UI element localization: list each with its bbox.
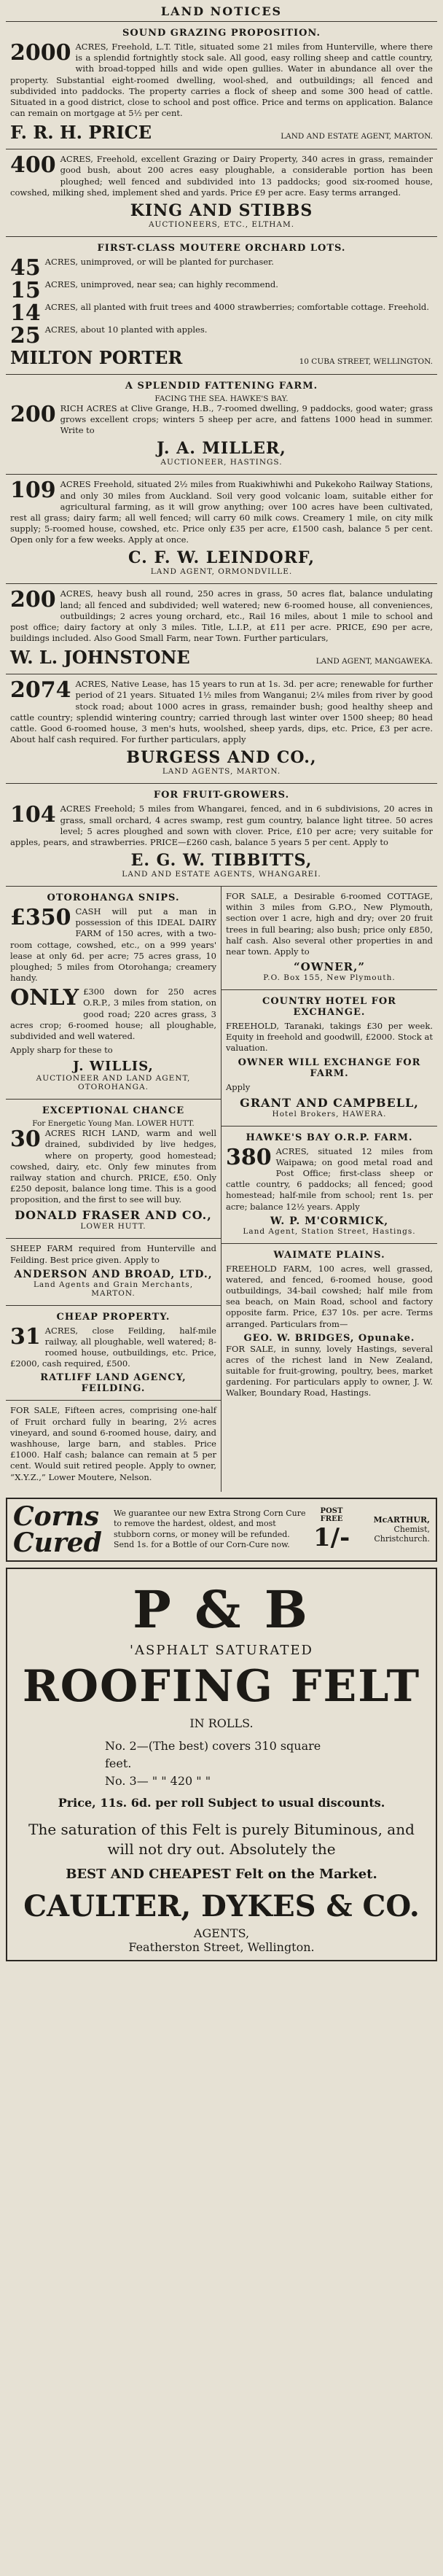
advertiser-role: LAND AGENT, MANGAWEKA. [315,657,433,666]
left-column [6,887,221,1492]
advertiser-name: W. P. M'CORMICK, [270,1215,389,1227]
advertiser-name: “OWNER,” [294,960,365,974]
right-column [221,887,437,1492]
advertiser-name: F. R. H. PRICE [10,122,152,144]
advertiser-role: LAND AGENT, ORMONDVILLE. [150,567,293,577]
ad-heading: OTOROHANGA SNIPS. [47,892,180,904]
advertiser-name: GRANT AND CAMPBELL, [240,1095,419,1110]
newspaper-page [6,0,437,2576]
advertiser-name: DONALD FRASER AND CO., [15,1208,212,1223]
brand-logo: P & B [133,1579,310,1640]
ad-roofing-felt: P & B 'ASPHALT SATURATED ROOFING FELT IN ROLLS. No. 2—(The best) covers 310 square feet. No. 3— " " 420 " " Price, 11s. 6d. per roll Subject to usual discounts. The saturation of this Felt is purely Bituminous, and will not dry out. Absolutely the BEST AND CHEAPEST Felt on the Market. CAULTER, DYKES & CO. AGENTS, Featherston Street, Wellington. [6,1568,437,1961]
ad-leindorf: 109 ACRES Freehold, situated 2½ miles from Ruakiwhiwhi and Pukekoho Railway Stations, and only 30 miles from Auckland. Soil very good volcanic loam, suitable either for agricultural farming, as it will grow anything; over 100 acres have been cultivated, rest all grass; dairy farm; all well fenced; will carry 60 milk cows. Creamery 1 mile, on city milk supply; 5-roomed house, cowshed, etc. Price only £35 per acre, £1500 cash, balance 5 per cent. Open only for a few weeks. Apply at once. C. F. W. LEINDORF, LAND AGENT, ORMONDVILLE. [6,474,437,583]
ad-king-stibbs: 400 ACRES, Freehold, excellent Grazing or Dairy Property, 340 acres in grass, remainder good bush, about 200 acres easy ploughable, a considerable portion has been ploughed; well fenced and subdivided into 13 paddocks; good six-roomed house, cowshed, milking shed, implement shed and yards. Price £9 per acre. Easy terms arranged. KING AND STIBBS AUCTIONEERS, ETC., ELTHAM. [6,149,437,236]
ad-heading: WAIMATE PLAINS. [273,1249,385,1261]
acreage: 2000 [10,40,71,66]
advertiser-role: AUCTIONEER, HASTINGS. [160,458,283,467]
advertiser-name: GEO. W. BRIDGES, Opunake. [243,1332,415,1344]
advertiser-name: E. G. W. TIBBITTS, [130,851,313,871]
ad-exceptional-chance: EXCEPTIONAL CHANCE For Energetic Young Man. LOWER HUTT. 30 ACRES RICH LAND, warm and well drained, subdivided by live hedges, where on property, good homestead; cowshed, dairy, etc. Only few minutes from railway station and church. PRICE, £50. Only £250 deposit, balance long time. This is a good proposition, and the first to see will buy. DONALD FRASER AND CO., LOWER HUTT. [6,1099,221,1238]
two-column-section [6,886,437,1492]
ad-fifteen-acres: FOR SALE, Fifteen acres, comprising one-half of Fruit orchard fully in bearing, 2½ acres vineyard, and sound 6-roomed house, dairy, and washhouse, large barn, and stables. Price £1000. Half cash; balance can remain at 5 per cent. Would suit retired people. Apply to owner, “X.Y.Z.,” Lower Moutere, Nelson. [6,1400,221,1491]
advertiser-role: AUCTIONEERS, ETC., ELTHAM. [148,219,295,229]
advertiser-role: Land Agents and Grain Merchants, MARTON. [33,1280,194,1298]
advertiser-name: MILTON PORTER [10,346,183,368]
ad-corns-cured: Corns Cured We guarantee our new Extra Strong Corn Cure to remove the hardest, oldest, and most stubborn corns, or money will be refunded. Send 1s. for a Bottle of our Corn-Cure now. POST FREE 1/- McARTHUR, Chemist, Christchurch. [6,1498,437,1562]
advertiser-role: Land Agent, Station Street, Hastings. [243,1226,416,1236]
ad-heading: EXCEPTIONAL CHANCE [42,1105,185,1117]
ad-heading: FOR FRUIT-GROWERS. [153,790,290,801]
ad-heading: SOUND GRAZING PROPOSITION. [122,28,321,39]
advertiser-name: RATLIFF LAND AGENCY, FEILDING. [40,1372,187,1395]
ad-johnstone: 200 ACRES, heavy bush all round, 250 acres in grass, 50 acres flat, balance undulating land; all fenced and subdivided; well watered; new 6-roomed house, all conveniences, outbuildings; 2 acres young orchard, etc., Rail 16 miles, about 1 mile to school and post office; dairy factory at only 3 miles. Title, L.I.P., at £11 per acre. PRICE, £90 per acre, buildings included. Also Good Small Farm, near Town. Further particulars, W. L. JOHNSTONE LAND AGENT, MANGAWEKA. [6,583,437,674]
ad-hawkes-bay-orp: HAWKE'S BAY O.R.P. FARM. 380 ACRES, situated 12 miles from Waipawa; on good metal road and Post Office; first-class sheep or cattle country, 6 paddocks; all fenced; good homestead; half-mile from school; rent 1s. per acre; balance 12½ years. Apply W. P. M'CORMICK, Land Agent, Station Street, Hastings. [221,1126,437,1243]
advertiser-name: W. L. JOHNSTONE [10,647,190,669]
advertiser-name: ANDERSON AND BROAD, LTD., [14,1268,213,1280]
price-line: Price, 11s. 6d. per roll Subject to usual discounts. [58,1795,385,1810]
acreage: 400 [10,152,56,179]
advertiser-role: P.O. Box 155, New Plymouth. [263,973,396,983]
advertiser-name: J. A. MILLER, [157,439,286,459]
ad-heading: HAWKE'S BAY O.R.P. FARM. [246,1132,413,1143]
advertiser-role: AUCTIONEER AND LAND AGENT, OTOROHANGA. [36,1074,191,1092]
advertiser-name: CAULTER, DYKES & CO. [23,1888,420,1923]
advertiser-role: Hotel Brokers, HAWERA. [272,1109,387,1118]
advertiser-address: 10 CUBA STREET, WELLINGTON. [299,357,433,366]
ad-waimate-plains: WAIMATE PLAINS. FREEHOLD FARM, 100 acres, well grassed, watered, and fenced, 6-roomed house, good outbuildings, 34-bail cowshed; half mile from sea beach, on Main Road, school and factory opposite farm. Price, £37 10s. per acre. Terms arranged. Particulars from— GEO. W. BRIDGES, Opunake. FOR SALE, in sunny, lovely Hastings, several acres of the richest land in New Zealand, suitable for fruit-growing, poultry, bees, market gardening. For particulars apply to owner, J. W. Walker, Boundary Road, Hastings. [221,1243,437,1408]
ad-burgess: 2074 ACRES, Native Lease, has 15 years to run at 1s. 3d. per acre; renewable for further period of 21 years. Situated 1½ miles from Wanganui; 2¼ miles from river by good stock road; about 1000 acres in grass, remainder bush; good healthy sheep and cattle country; splendid wintering country; carried through last winter over 1500 sheep; 80 head cattle. Good 6-roomed house, 3 men's huts, woolshed, sheep yards, dips, etc. Price, £3 per acre. About half cash required. For further particulars, apply BURGESS AND CO., LAND AGENTS, MARTON. [6,674,437,783]
advertiser-role: LAND AND ESTATE AGENT, MARTON. [281,132,433,141]
ad-otorohanga: OTOROHANGA SNIPS. £350 CASH will put a man in possession of this IDEAL DAIRY FARM of 150 acres, with a two-room cottage, cowshed, etc., on a 999 years' lease at only 6d. per acre; 75 acres grass, 10 ploughed; 5 miles from Otorohanga; creamery handy. ONLY £300 down for 250 acres O.R.P., 3 miles from station, on good road; 220 acres grass, 3 acres crop; 6-roomed house; all ploughable, subdivided and well watered. Apply sharp for these to J. WILLIS, AUCTIONEER AND LAND AGENT, OTOROHANGA. [10,892,216,1092]
advertiser-role: LOWER HUTT. [80,1222,146,1231]
advertiser-name: McARTHUR, [373,1515,430,1525]
advertiser-name: C. F. W. LEINDORF, [128,548,315,568]
advertiser-name: BURGESS AND CO., [126,748,317,768]
advertiser-name: J. WILLIS, [73,1059,154,1075]
ad-cheap-property: CHEAP PROPERTY. 31 ACRES, close Feilding, half-mile railway, all ploughable, well watered; 8-roomed house, outbuildings, etc. Price, £2000, cash required, £500. RATLIFF LAND AGENCY, FEILDING. [6,1305,221,1401]
advertiser-name: KING AND STIBBS [130,201,313,220]
ad-fattening-farm: A SPLENDID FATTENING FARM. FACING THE SEA. HAWKE'S BAY. 200 RICH ACRES at Clive Grange, H.B., 7-roomed dwelling, 9 paddocks, good water; grass grows excellent crops; winters 5 sheep per acre, and fattens 1000 head in summer. Write to J. A. MILLER, AUCTIONEER, HASTINGS. [6,374,437,475]
ad-sheep-farm: SHEEP FARM required from Hunterville and Feilding. Best price given. Apply to ANDERSON AND BROAD, LTD., Land Agents and Grain Merchants, MARTON. [6,1238,221,1304]
section-title: LAND NOTICES [160,4,283,18]
ad-cottage: FOR SALE, a Desirable 6-roomed COTTAGE, within 3 miles from G.P.O., New Plymouth, section over 1 acre, high and dry; over 20 fruit trees in full bearing; also bush; price only £850, half cash. Also several other properties in and near town. Apply to “OWNER,” P.O. Box 155, New Plymouth. [226,891,433,983]
ad-heading: A SPLENDID FATTENING FARM. [125,380,318,392]
ad-country-hotel: COUNTRY HOTEL FOR EXCHANGE. FREEHOLD, Taranaki, takings £30 per week. Equity in freehold and goodwill, £2000. Stock at valuation. OWNER WILL EXCHANGE FOR FARM. Apply GRANT AND CAMPBELL, Hotel Brokers, HAWERA. [221,989,437,1126]
advertiser-role: LAND AND ESTATE AGENTS, WHANGAREI. [122,870,321,879]
ad-fruit-growers: FOR FRUIT-GROWERS. 104 ACRES Freehold; 5 miles from Whangarei, fenced, and in 6 subdivisions, 20 acres in grass, small orchard, 4 acres swamp, rest gum country, balance light titree. 50 acres level; 5 acres ploughed and sown with clover. Price, £10 per acre; very suitable for apples, pears, and strawberries. PRICE—£260 cash, balance 5 years 5 per cent. Apply to E. G. W. TIBBITTS, LAND AND ESTATE AGENTS, WHANGAREI. [6,783,437,886]
advertiser-address: Featherston Street, Wellington. [128,1939,315,1954]
ad-sound-grazing: SOUND GRAZING PROPOSITION. 2000 ACRES, Freehold, L.T. Title, situated some 21 miles from Hunterville, where there is a splendid fortnightly stock sale. All good, easy rolling sheep and cattle country, with broad-topped hills and wide open gullies. Water in abundance all over the property. Substantial eight-roomed dwelling, wool-shed, and outbuildings; all fenced and subdivided into paddocks. The property carries a flock of sheep and some 300 head of cattle. Situated in a good district, close to school and post office. Price and terms on application. Balance can remain on mortgage at 5½ per cent. F. R. H. PRICE LAND AND ESTATE AGENT, MARTON. [6,21,437,149]
ad-heading: COUNTRY HOTEL FOR EXCHANGE. [262,996,396,1019]
ad-moutere-orchard: FIRST-CLASS MOUTERE ORCHARD LOTS. 45 ACRES, unimproved, or will be planted for purchaser. 15 ACRES, unimproved, near sea; can highly recommend. 14 ACRES, all planted with fruit trees and 4000 strawberries; comfortable cottage. Freehold. 25 ACRES, about 10 planted with apples. MILTON PORTER 10 CUBA STREET, WELLINGTON. [6,236,437,374]
advertiser-role: LAND AGENTS, MARTON. [162,767,281,777]
ad-heading: CHEAP PROPERTY. [56,1311,170,1323]
ad-heading: FIRST-CLASS MOUTERE ORCHARD LOTS. [97,242,346,254]
